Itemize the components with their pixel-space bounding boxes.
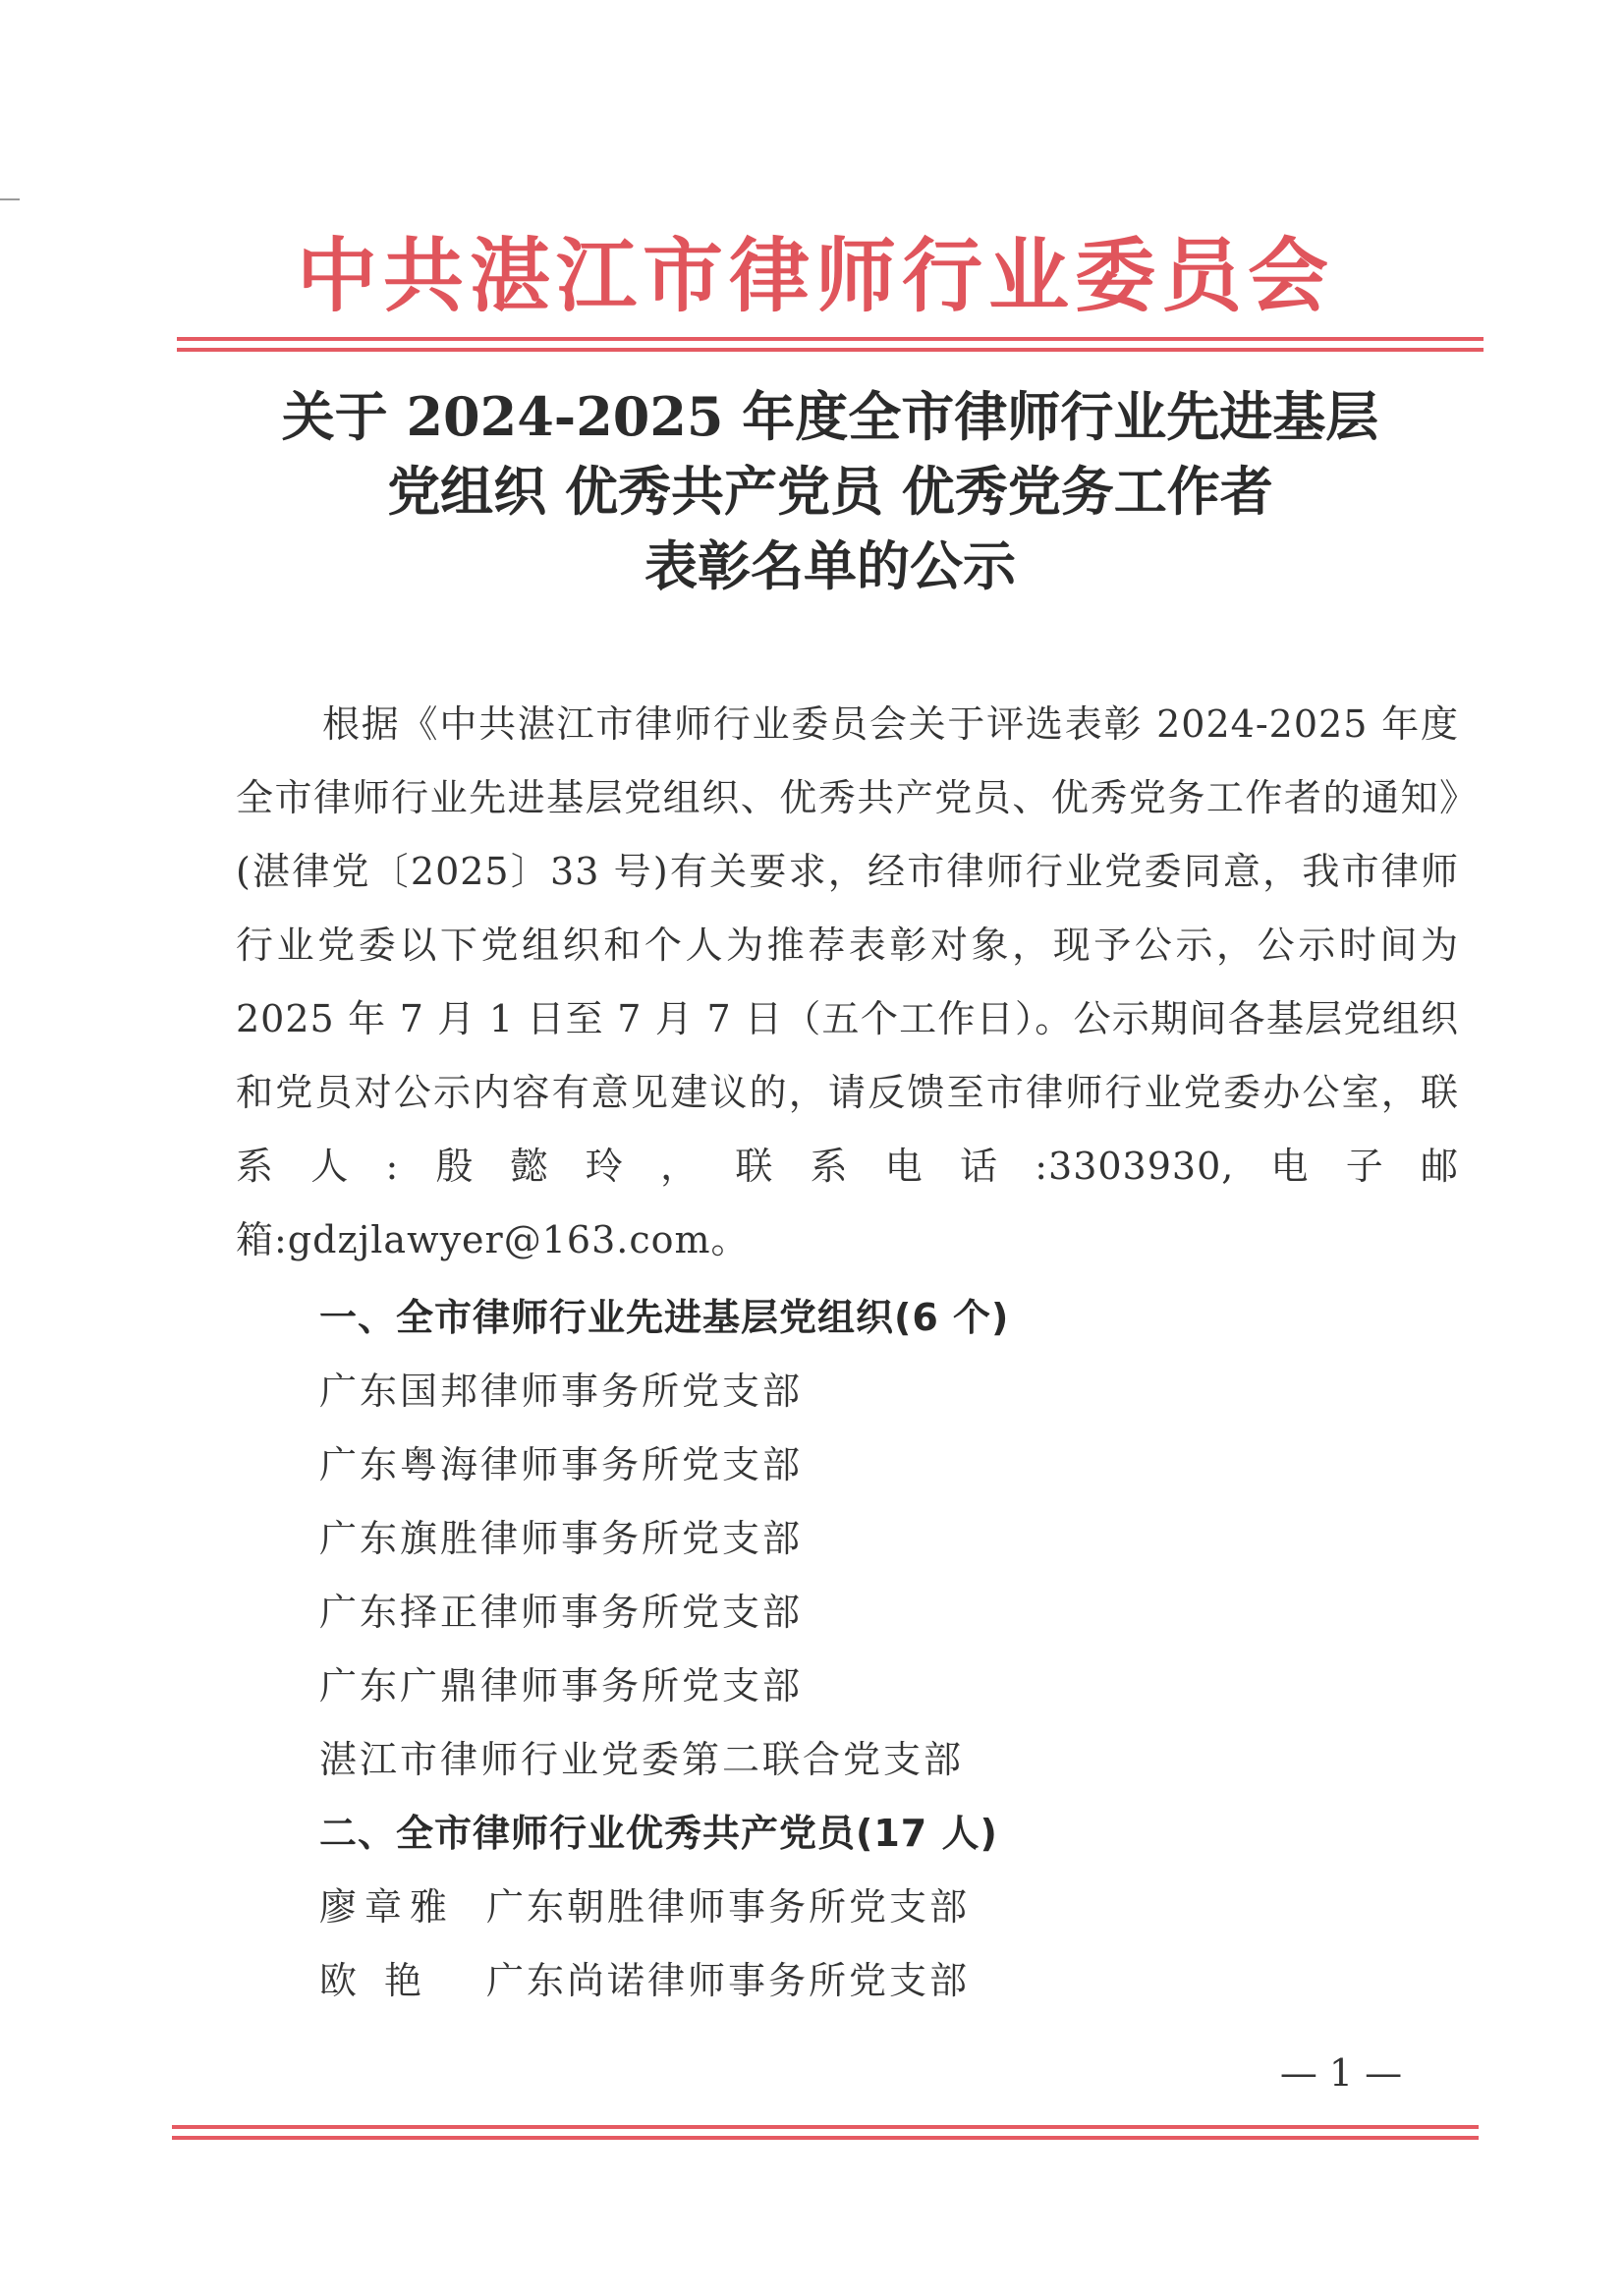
document-title-line-1: 关于 2024-2025 年度全市律师行业先进基层 (281, 385, 1379, 448)
notice-body-paragraph: 根据《中共湛江市律师行业委员会关于评选表彰 2024-2025 年度全市律师行业先进基层党组织、优秀共产党员、优秀党务工作者的通知》(湛律党〔2025〕33 号)有关要求，经市律师行业党委同意，我市律师行业党委以下党组织和个人为推荐表彰对象，现予公示，公示时间为 2025 年 7 月 1 日至 7 月 7 日（五个工作日）。公示期间各基层党组织和党员对公示内容有意见建议的，请反馈至市律师行业党委办公室，联系人:殷懿玲，联系电话:3303930,电子邮箱:gdzjlawyer@163.com。 (236, 702, 1459, 1261)
section-2-person-row (319, 1871, 970, 1944)
footer-rule-upper (172, 2125, 1479, 2129)
section-1-item: 广东旗胜律师事务所党支部 (319, 1517, 804, 1560)
masthead-rule-lower (177, 348, 1484, 352)
section-1-heading: 一、全市律师行业先进基层党组织(6 个) (319, 1296, 1010, 1339)
document-title-line-3: 表彰名单的公示 (644, 534, 1016, 597)
section-1-item: 广东广鼎律师事务所党支部 (319, 1664, 804, 1707)
section-2-heading: 二、全市律师行业优秀共产党员(17 人) (319, 1812, 998, 1855)
page-edge-mark (0, 198, 20, 200)
person-org: 广东朝胜律师事务所党支部 (486, 1885, 971, 1929)
masthead-rule-upper (177, 337, 1484, 341)
person-name: 欧 艳 (319, 1959, 430, 2002)
document-title-line-2: 党组织 优秀共产党员 优秀党务工作者 (387, 460, 1273, 523)
section-1-item: 广东国邦律师事务所党支部 (319, 1370, 804, 1413)
section-2-person-row (319, 1944, 970, 2018)
section-1-item: 湛江市律师行业党委第二联合党支部 (319, 1738, 965, 1781)
footer-rule-lower (172, 2136, 1479, 2140)
section-1-item: 广东择正律师事务所党支部 (319, 1591, 804, 1634)
person-name: 廖章雅 (319, 1885, 456, 1929)
section-1-item: 广东粤海律师事务所党支部 (319, 1443, 804, 1486)
masthead-title: 中共湛江市律师行业委员会 (296, 230, 1334, 323)
person-org: 广东尚诺律师事务所党支部 (486, 1959, 971, 2002)
page-number: — 1 — (1279, 2051, 1403, 2095)
